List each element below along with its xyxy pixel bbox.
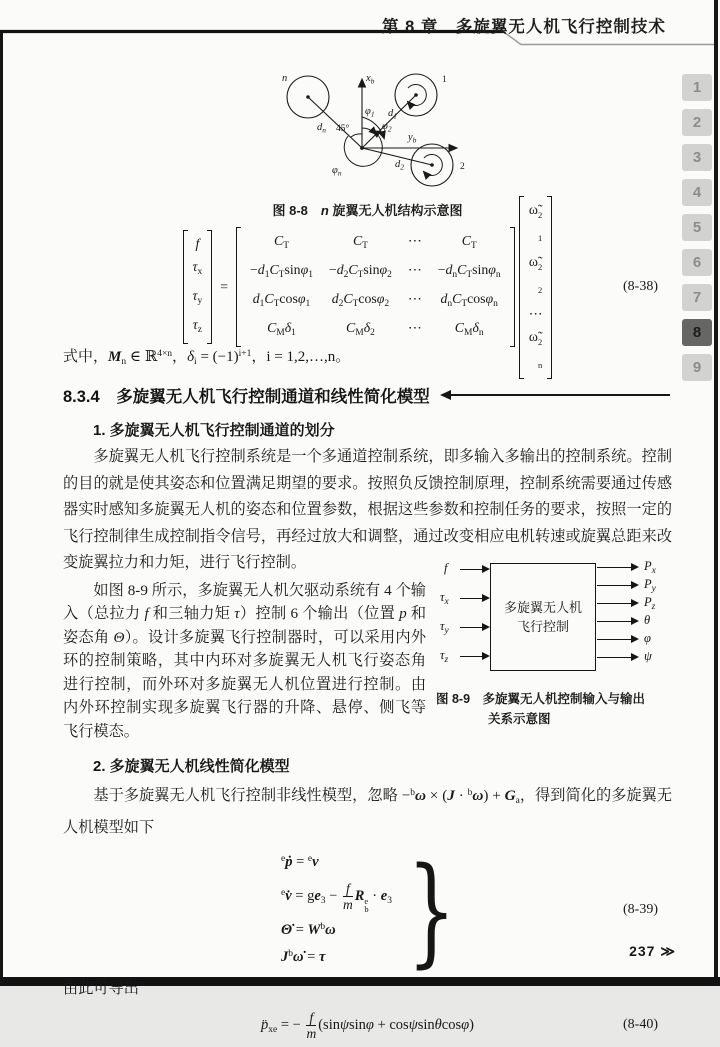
input-tx-label: $\tau_x$ — [440, 589, 449, 607]
dn-label: $d_n$ — [316, 122, 326, 135]
eq38-m00: $C_T$ — [273, 233, 289, 251]
chapter-tab-4: 4 — [682, 179, 712, 206]
output-phi-label: φ — [644, 630, 651, 645]
d2-label: $d_2$ — [394, 159, 404, 172]
axis-xb-label: $x_b$ — [365, 73, 374, 86]
output-px-label: $P_x$ — [644, 558, 656, 576]
input-arrow-4 — [460, 656, 488, 658]
eq38-m33: $C_M\delta_n$ — [454, 320, 484, 338]
eq39-line3: Θ̇ = $W^b\omega$ — [281, 922, 336, 939]
eq38-rhs-0: ω̃ 2 1 — [528, 201, 543, 243]
eq39-line2: $^e$v̇ = $ge_3$ − $\frac{f}{m}$ R e b · $e_3$ — [281, 880, 392, 914]
eq38-m01: $C_T$ — [352, 233, 368, 251]
eq38-lhs-0: f — [195, 236, 200, 251]
page-content — [63, 64, 672, 1042]
output-arrow-6 — [597, 657, 637, 659]
chapter-tab-5: 5 — [682, 214, 712, 241]
figure-8-9 — [436, 558, 672, 729]
equation-8-39 — [281, 841, 672, 979]
eq38-m02: ⋯ — [407, 233, 422, 248]
rotor-1-label: 1 — [441, 75, 447, 85]
eq38-lhs-2: $\tau_y$ — [192, 288, 203, 306]
eq38-rhs-3: ω̃ 2 n — [528, 328, 543, 370]
control-block-line2: 飞行控制 — [516, 618, 569, 634]
eq38-number: (8-38) — [623, 279, 658, 294]
angle-45-label: 45° — [335, 124, 349, 134]
eq38-m20: $d_1C_T\cos\varphi_1$ — [252, 291, 311, 309]
chapter-tab-7: 7 — [682, 284, 712, 311]
chapter-tab-index — [682, 74, 712, 389]
chapter-tab-2: 2 — [682, 109, 712, 136]
paragraph-2: 如图 8-9 所示，多旋翼无人机欠驱动系统有 4 个输入（总拉力 f 和三轴力矩 τ）控制 6 个输出（位置 p 和姿态角 Θ）。设计多旋翼飞行控制器时，可以采用内外环的控制策略，其中内环对多旋翼无人机飞行姿态角进行控制，而外环对多旋翼无人机位置进行控制。由内外环控制实现多旋翼飞行器的升降、悬停、侧飞等飞行模态。 — [63, 581, 427, 740]
eq38-rhs-vector — [519, 196, 553, 379]
page-number-marker-icon: ≫ — [660, 943, 676, 959]
scan-edge-left — [0, 30, 3, 986]
section-arrow — [442, 394, 670, 396]
eq38-equals: = — [220, 279, 229, 294]
eq38-m21: $d_2C_T\cos\varphi_2$ — [331, 291, 390, 309]
io-block-diagram — [436, 558, 672, 679]
output-arrow-4 — [597, 621, 637, 623]
output-theta-label: θ — [644, 612, 651, 627]
figure-8-8-caption: 图 8-8 n 旋翼无人机结构示意图 — [272, 203, 463, 218]
eq38-m03: $C_T$ — [461, 233, 477, 251]
control-block-line1: 多旋翼无人机 — [503, 599, 582, 615]
eq38-m22: ⋯ — [407, 291, 422, 306]
eq38-m31: $C_M\delta_2$ — [346, 320, 375, 338]
rotor-structure-diagram — [262, 68, 474, 196]
rotor-n-label: n — [281, 73, 287, 84]
eq39-brace: } — [407, 841, 456, 979]
where-clause: 式中，$M_n$ ∈ ℝ$^{4\times n}$，$\delta_i = (-1)^{i+1}$，i = 1,2,…,n。 — [63, 349, 351, 367]
eq38-m30: $C_M\delta_1$ — [267, 320, 296, 338]
chapter-tab-1: 1 — [682, 74, 712, 101]
figure-8-9-caption-line1: 图 8-9 多旋翼无人机控制输入与输出 — [436, 691, 646, 706]
paragraph-3: 基于多旋翼无人机飞行控制非线性模型，忽略 $-^b\omega \times (J \cdot ^b\omega) + G_a$，得到简化的多旋翼无人机模型如下 — [63, 787, 673, 836]
figure-8-8 — [198, 68, 538, 219]
eq39-line1: $^e$ṗ = $^e$v — [281, 854, 319, 870]
input-f-label: f — [444, 560, 448, 575]
output-arrow-5 — [597, 639, 637, 641]
d1-label: $d_1$ — [387, 108, 397, 121]
chapter-tab-3: 3 — [682, 144, 712, 171]
output-arrow-3 — [597, 603, 637, 605]
control-block — [490, 563, 596, 671]
input-arrow-2 — [460, 598, 488, 600]
eq38-lhs-3: $\tau_z$ — [192, 317, 202, 335]
eq38-m11: $-d_2C_T\sin\varphi_2$ — [328, 262, 392, 280]
figure-8-9-caption — [436, 689, 672, 729]
eq38-matrix — [236, 227, 515, 347]
subsection-1-title: 1. 多旋翼无人机飞行控制通道的划分 — [93, 422, 335, 439]
output-arrow-2 — [597, 585, 637, 587]
derive-line: 由此可导出 — [63, 980, 139, 997]
axis-yb-label: $y_b$ — [407, 132, 416, 145]
eq40-number: (8-40) — [623, 1017, 658, 1032]
input-ty-label: $\tau_y$ — [440, 618, 449, 636]
output-psi-label: ψ — [644, 648, 652, 663]
figure-8-9-caption-line2: 关系示意图 — [488, 711, 551, 726]
eq38-lhs-1: $\tau_x$ — [192, 259, 203, 277]
input-arrow-3 — [460, 627, 488, 629]
input-arrow-1 — [460, 569, 488, 571]
subsection-2-title: 2. 多旋翼无人机线性简化模型 — [93, 758, 290, 775]
eq39-number: (8-39) — [623, 902, 658, 917]
equation-8-40 — [63, 1008, 672, 1042]
eq38-rhs-2: ⋯ — [528, 305, 543, 321]
two-column-region — [63, 558, 672, 744]
page-number-value: 237 — [629, 943, 656, 959]
input-tz-label: $\tau_z$ — [440, 647, 449, 665]
rotor-2-label: 2 — [459, 162, 465, 172]
chapter-tab-6: 6 — [682, 249, 712, 276]
section-title: 8.3.4 多旋翼无人机飞行控制通道和线性简化模型 — [63, 388, 430, 406]
page-number — [629, 943, 676, 960]
paragraph-1: 多旋翼无人机飞行控制系统是一个多通道控制系统，即多输入多输出的控制系统。控制的目的就是使其姿态和位置满足期望的要求。按照负反馈控制原理，控制系统需要通过传感器实时感知多旋翼无人机的姿态和位置参数，根据这些参数和控制任务的要求，按照一定的飞行控制律生成控制指令信号，再经过放大和调整，通过改变相应电机转速或旋翼总距来改变旋翼拉力和力矩，进行飞行控制。 — [63, 448, 672, 571]
eq38-m32: ⋯ — [407, 320, 422, 335]
section-8-3-4 — [63, 383, 672, 407]
eq38-m23: $d_nC_T\cos\varphi_n$ — [440, 291, 498, 309]
eq38-m12: ⋯ — [407, 262, 422, 277]
eq40-body: $p̈_{xe}$ = − $\frac{f}{m}$ (sinψsinφ + cosψsinθcosφ) — [261, 1010, 474, 1042]
phi1-label: $\varphi_1$ — [364, 106, 375, 119]
output-arrow-1 — [597, 567, 637, 569]
phin-label: $\varphi_n$ — [331, 165, 342, 178]
chapter-tab-8-active: 8 — [682, 319, 712, 346]
eq39-line4: $J^b\omegȧ = \tau$ — [281, 948, 326, 965]
scan-edge-right — [714, 0, 718, 986]
output-pz-label: $P_z$ — [644, 594, 656, 612]
output-py-label: $P_y$ — [644, 576, 656, 594]
eq38-lhs-vector — [183, 230, 213, 344]
eq38-m13: $-d_nC_T\sin\varphi_n$ — [437, 262, 501, 280]
eq38-rhs-1: ω̃ 2 2 — [528, 253, 543, 295]
phi2-label: $\varphi_2$ — [381, 121, 392, 134]
chapter-tab-9: 9 — [682, 354, 712, 381]
chapter-title: 第 8 章 多旋翼无人机飞行控制技术 — [382, 18, 666, 36]
eq38-m10: $-d_1C_T\sin\varphi_1$ — [250, 262, 313, 280]
